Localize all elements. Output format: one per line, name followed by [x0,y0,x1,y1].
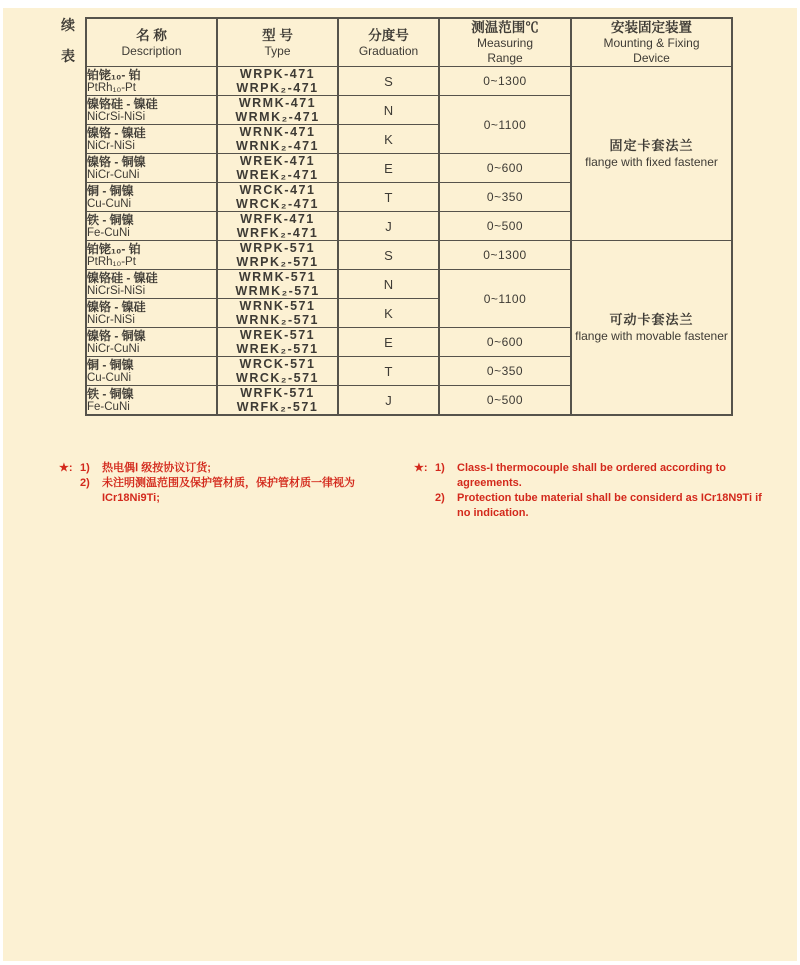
cell-type [217,96,338,125]
footnote-number: 1) [435,462,445,474]
cell-mounting-movable [571,241,732,416]
type-code-1: WRFK-471 [240,212,315,226]
type-code-1: WRFK-571 [240,386,315,400]
header-type [217,18,338,67]
continued-table-label [61,15,75,66]
type-code-2: WRCK₂-471 [236,197,319,211]
footnote-text: Class-I thermocouple shall be ordered according to agreements. [457,462,726,489]
footnote-text: 未注明测温范围及保护管材质，保护管材质一律视为 ICr18Ni9Ti; [102,477,355,504]
mounting-zh: 可动卡套法兰 [609,312,694,327]
type-code-2: WRNK₂-571 [236,313,319,327]
material-name-zh: 镍铬 - 镍硅 [87,125,146,140]
material-name-zh: 镍铬 - 镍硅 [87,299,146,314]
cell-range: 0~350 [439,183,571,212]
material-name-zh: 镍铬硅 - 镍硅 [87,96,158,111]
type-code-2: WRFK₂-471 [236,226,319,240]
cell-name [86,67,217,96]
footnote-chinese [59,461,411,506]
material-name-en: NiCr-NiSi [87,313,135,326]
cell-graduation: J [338,386,439,416]
header-description-en: Description [121,43,182,58]
cell-graduation: K [338,299,439,328]
type-code-1: WRNK-571 [239,299,316,313]
footnote-line [414,461,766,491]
material-name-en: Fe-CuNi [87,226,130,239]
continued-char-2: 表 [61,48,75,64]
thermocouple-spec-table [85,17,733,416]
type-code-2: WRFK₂-571 [236,400,319,414]
cell-graduation: N [338,96,439,125]
material-name-en: NiCr-CuNi [87,342,140,355]
cell-graduation: E [338,154,439,183]
cell-name [86,386,217,416]
cell-graduation: T [338,357,439,386]
material-name-en: Cu-CuNi [87,371,132,384]
cell-range: 0~500 [439,386,571,416]
cell-type [217,241,338,270]
header-measuring-range [439,18,571,67]
material-name-en: NiCr-CuNi [87,168,140,181]
footnote-text: 热电偶Ⅰ 级按协议订货; [102,462,211,474]
type-code-1: WREK-471 [239,154,316,168]
type-code-1: WRNK-471 [239,125,316,139]
cell-range-merged: 0~1100 [439,270,571,328]
type-code-2: WRNK₂-471 [236,139,319,153]
cell-name [86,299,217,328]
cell-type [217,212,338,241]
footnote-english [414,461,766,521]
material-name-en: NiCrSi-NiSi [87,110,146,123]
cell-type [217,386,338,416]
type-code-2: WRPK₂-571 [236,255,319,269]
header-mounting-device [571,18,732,67]
type-code-1: WRMK-471 [238,96,317,110]
cell-type [217,299,338,328]
cell-mounting-fixed [571,67,732,241]
header-measuring-range-zh: 测温范围℃ [471,20,539,35]
material-name-zh: 铁 - 铜镍 [87,386,134,401]
cell-name [86,241,217,270]
header-mounting-device-en2: Device [633,51,670,65]
type-code-1: WREK-571 [239,328,316,342]
cell-name [86,328,217,357]
type-code-1: WRPK-471 [239,67,316,81]
cell-range: 0~1300 [439,241,571,270]
footnote-text: Protection tube material shall be considerd as ICr18N9Ti if no indication. [457,492,762,519]
header-measuring-range-en1: Measuring [476,36,534,50]
type-code-2: WRCK₂-571 [236,371,319,385]
material-name-zh: 镍铬硅 - 镍硅 [87,270,158,285]
cell-name [86,357,217,386]
table-row [86,241,732,270]
footnote-line [414,491,766,521]
cell-name [86,270,217,299]
cell-type [217,125,338,154]
header-mounting-device-en1: Mounting & Fixing [603,36,700,50]
header-graduation-en: Graduation [358,43,419,58]
material-name-en: PtRh₁₀-Pt [87,255,136,268]
cell-graduation: E [338,328,439,357]
type-code-1: WRCK-571 [239,357,316,371]
continued-char-1: 续 [61,17,75,33]
header-description [86,18,217,67]
material-name-en: Fe-CuNi [87,400,130,413]
material-name-zh: 镍铬 - 铜镍 [87,328,146,343]
cell-range: 0~500 [439,212,571,241]
cell-range: 0~600 [439,328,571,357]
footnote-line [59,476,411,506]
footnote-number: 1) [80,462,90,474]
material-name-en: NiCrSi-NiSi [87,284,146,297]
star-icon: ★: [414,462,428,474]
cell-graduation: S [338,67,439,96]
footnote-number: 2) [435,492,445,504]
type-code-2: WREK₂-571 [236,342,319,356]
header-mounting-device-zh: 安装固定装置 [611,20,692,35]
mounting-zh: 固定卡套法兰 [609,138,694,153]
type-code-1: WRPK-571 [239,241,316,255]
type-code-2: WRMK₂-571 [235,284,320,298]
cell-range: 0~600 [439,154,571,183]
type-code-1: WRMK-571 [238,270,317,284]
type-code-1: WRCK-471 [239,183,316,197]
cell-type [217,67,338,96]
header-type-zh: 型 号 [262,27,293,43]
cell-name [86,125,217,154]
header-measuring-range-en2: Range [487,51,523,65]
mounting-en: flange with movable fastener [575,329,728,343]
cell-range: 0~1300 [439,67,571,96]
cell-range-merged: 0~1100 [439,96,571,154]
type-code-2: WRPK₂-471 [236,81,319,95]
cell-type [217,183,338,212]
cell-graduation: T [338,183,439,212]
material-name-zh: 铁 - 铜镍 [87,212,134,227]
material-name-zh: 镍铬 - 铜镍 [87,154,146,169]
cell-name [86,96,217,125]
cell-graduation: S [338,241,439,270]
cell-graduation: K [338,125,439,154]
cell-name [86,212,217,241]
material-name-en: PtRh₁₀-Pt [87,81,136,94]
header-graduation-zh: 分度号 [368,27,409,43]
cell-graduation: J [338,212,439,241]
cell-type [217,357,338,386]
footnote-number: 2) [80,477,90,489]
footnote-line [59,461,411,476]
type-code-2: WRMK₂-471 [235,110,320,124]
material-name-zh: 铜 - 铜镍 [87,357,134,372]
mounting-en: flange with fixed fastener [585,155,718,169]
header-graduation [338,18,439,67]
material-name-zh: 铂铑₁₀- 铂 [87,67,141,82]
header-type-en: Type [264,43,291,58]
cell-name [86,154,217,183]
table-row [86,67,732,96]
cell-name [86,183,217,212]
material-name-en: NiCr-NiSi [87,139,135,152]
table-header-row [86,18,732,67]
material-name-zh: 铜 - 铜镍 [87,183,134,198]
cell-type [217,270,338,299]
material-name-zh: 铂铑₁₀- 铂 [87,241,141,256]
cell-range: 0~350 [439,357,571,386]
cell-type [217,328,338,357]
cell-type [217,154,338,183]
cell-graduation: N [338,270,439,299]
material-name-en: Cu-CuNi [87,197,132,210]
type-code-2: WREK₂-471 [236,168,319,182]
header-description-zh: 名 称 [136,27,167,43]
star-icon: ★: [59,462,73,474]
